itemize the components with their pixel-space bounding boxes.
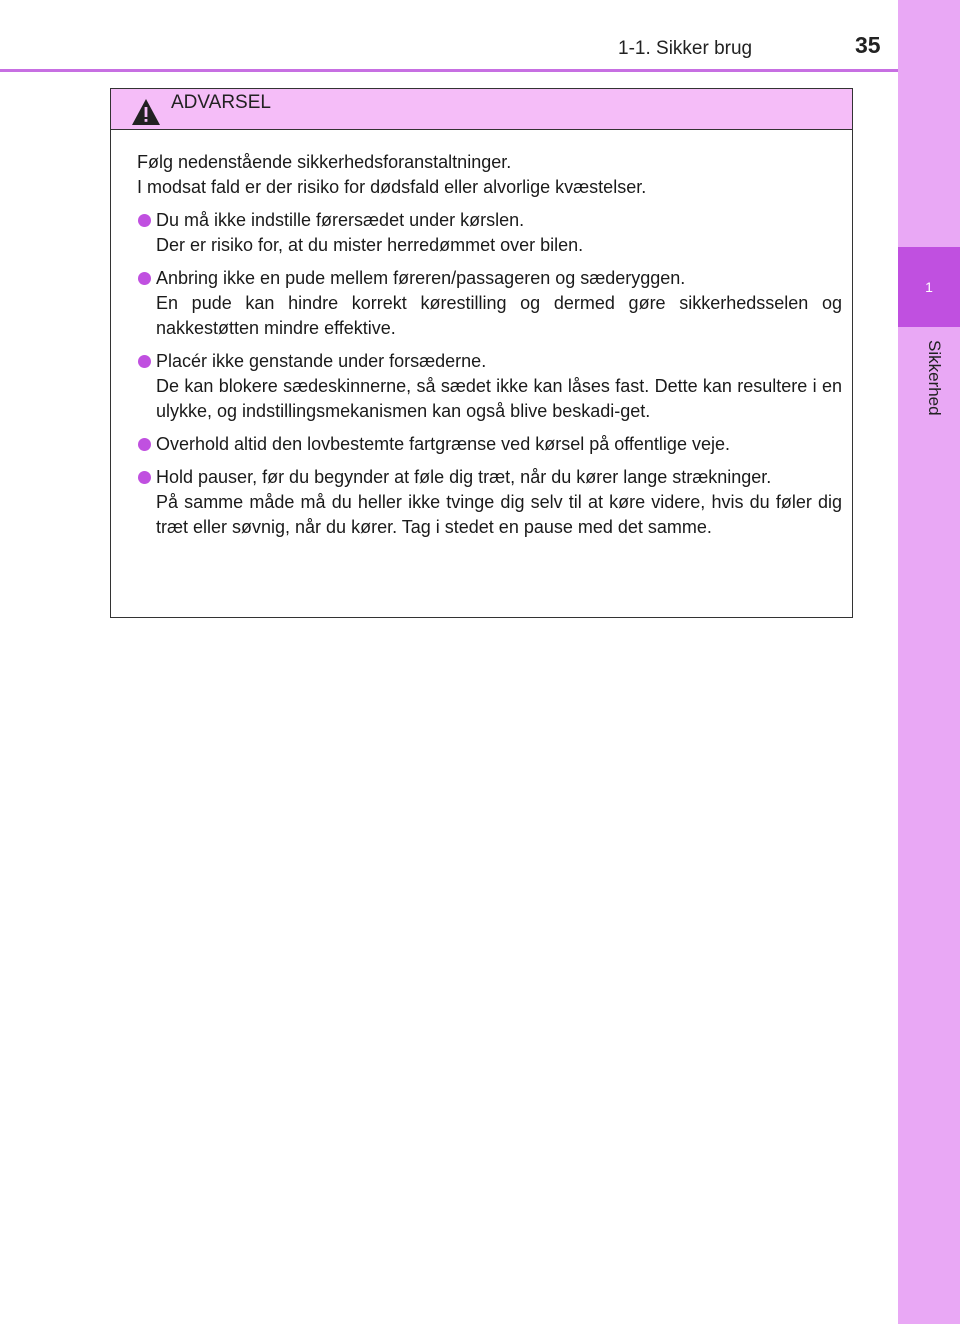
chapter-label: Sikkerhed (925, 340, 944, 416)
intro-line: Følg nedenstående sikkerhedsforanstaltninger. (137, 152, 512, 172)
warning-intro (137, 150, 842, 200)
chapter-number: 1 (898, 247, 960, 327)
warning-body (111, 130, 852, 540)
item-detail: De kan blokere sædeskinnerne, så sædet ikke kan låses fast. Dette kan resultere i en ulykke, og indstillingsmekanismen kan også blive beskadi-get. (156, 376, 842, 421)
bullet-icon (138, 214, 151, 227)
bullet-icon (138, 438, 151, 451)
item-lead: Overhold altid den lovbestemte fartgrænse ved kørsel på offentlige veje. (156, 434, 730, 454)
intro-line: I modsat fald er der risiko for dødsfald eller alvorlige kvæstelser. (137, 177, 647, 197)
warning-item (137, 349, 842, 424)
item-lead: Hold pauser, før du begynder at føle dig træt, når du kører lange strækninger. (156, 467, 772, 487)
bullet-icon (138, 272, 151, 285)
item-detail: På samme måde må du heller ikke tvinge dig selv til at køre videre, hvis du føler dig træt eller søvnig, når du kører. Tag i stedet en pause med det samme. (156, 492, 842, 537)
warning-box (110, 88, 853, 618)
warning-header (111, 89, 852, 130)
warning-item (137, 432, 842, 457)
warning-item (137, 208, 842, 258)
item-lead: Anbring ikke en pude mellem føreren/passageren og sæderyggen. (156, 268, 686, 288)
bullet-icon (138, 355, 151, 368)
warning-item (137, 465, 842, 540)
warning-triangle-icon (131, 98, 161, 126)
item-detail: En pude kan hindre korrekt kørestilling og dermed gøre sikkerhedsselen og nakkestøtten mindre effektive. (156, 293, 842, 338)
chapter-side-tab (898, 0, 960, 1324)
item-lead: Du må ikke indstille førersædet under kørslen. (156, 210, 525, 230)
page-number: 35 (855, 32, 881, 58)
item-lead: Placér ikke genstande under forsæderne. (156, 351, 487, 371)
item-detail: Der er risiko for, at du mister herredømmet over bilen. (156, 235, 584, 255)
bullet-icon (138, 471, 151, 484)
warning-item (137, 266, 842, 341)
warning-title: ADVARSEL (171, 92, 271, 113)
header-divider (0, 69, 898, 72)
section-title: 1-1. Sikker brug (618, 38, 753, 59)
